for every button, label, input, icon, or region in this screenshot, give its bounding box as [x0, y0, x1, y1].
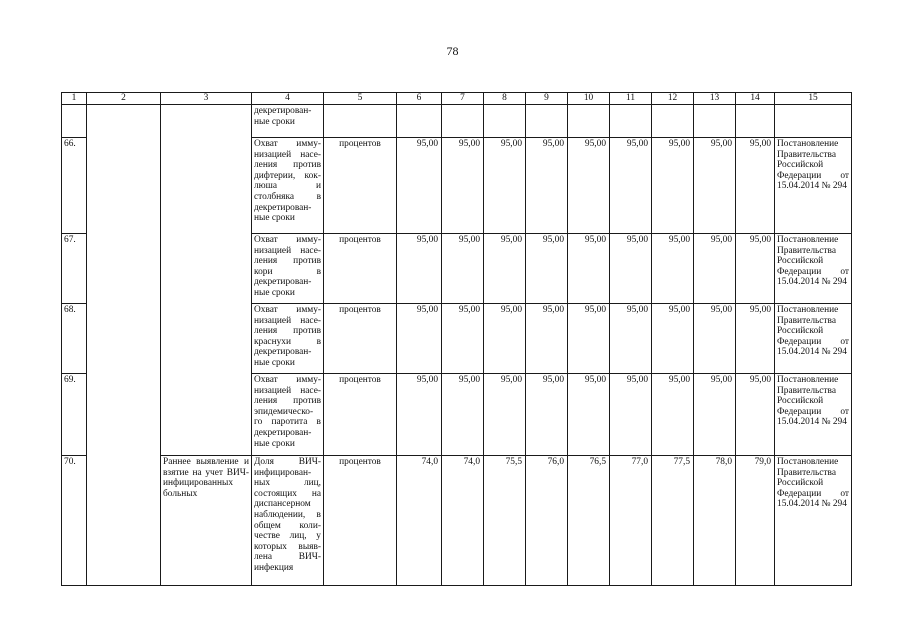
empty-cell	[324, 105, 397, 138]
value-cell: 95,00	[694, 374, 736, 456]
text-line: ные сроки	[254, 357, 295, 368]
header-cell-6: 6	[397, 93, 442, 105]
header-cell-9: 9	[526, 93, 568, 105]
header-cell-13: 13	[694, 93, 736, 105]
value-cell: 95,00	[736, 138, 775, 234]
text-line: Охват имму-	[254, 139, 321, 149]
empty-cell	[397, 105, 442, 138]
value-cell: 79,0	[736, 456, 775, 586]
header-cell-3: 3	[161, 93, 252, 105]
text-line: 15.04.2014 № 294	[777, 181, 847, 192]
value-cell: 95,00	[568, 138, 610, 234]
value-cell: 95,00	[568, 234, 610, 304]
header-cell-1: 1	[62, 93, 87, 105]
header-cell-15: 15	[775, 93, 852, 105]
indicator-cell	[252, 105, 324, 138]
unit-cell: процентов	[324, 234, 397, 304]
text-line: ления против	[254, 396, 321, 407]
text-line: 15.04.2014 № 294	[777, 347, 847, 358]
legal-basis-cell	[775, 234, 852, 304]
unit-cell: процентов	[324, 138, 397, 234]
table-row	[62, 456, 852, 586]
task-cell	[161, 105, 252, 456]
legal-basis-cell	[775, 374, 852, 456]
table-row-continuation	[62, 105, 852, 138]
empty-cell	[526, 105, 568, 138]
value-cell: 95,00	[736, 304, 775, 374]
text-line: дифтерии, кок-	[254, 170, 321, 181]
value-cell: 78,0	[694, 456, 736, 586]
header-cell-4: 4	[252, 93, 324, 105]
row-number-cell: 70.	[62, 456, 87, 586]
text-line: инфицирован-	[254, 467, 312, 478]
value-cell: 95,00	[484, 234, 526, 304]
header-cell-8: 8	[484, 93, 526, 105]
value-cell: 95,00	[484, 374, 526, 456]
empty-cell	[736, 105, 775, 138]
text-line: низацией насе-	[254, 315, 321, 326]
value-cell: 95,00	[736, 234, 775, 304]
indicators-table	[61, 92, 852, 586]
indicator-cell	[252, 304, 324, 374]
text-line: ных лиц,	[254, 478, 321, 489]
empty-cell	[568, 105, 610, 138]
value-cell: 95,00	[694, 138, 736, 234]
value-cell: 95,00	[397, 374, 442, 456]
header-cell-2: 2	[87, 93, 161, 105]
text-line: диспансерном	[254, 499, 311, 510]
value-cell: 95,00	[397, 304, 442, 374]
text-line: Раннее выявление и	[163, 457, 249, 467]
text-line: Российской	[777, 396, 824, 407]
value-cell: 77,5	[652, 456, 694, 586]
text-line: Российской	[777, 478, 824, 489]
empty-cell	[694, 105, 736, 138]
row-number-cell: 66.	[62, 138, 87, 234]
text-line: Российской	[777, 326, 824, 337]
page-number: 78	[446, 44, 459, 58]
legal-basis-cell	[775, 456, 852, 586]
header-cell-7: 7	[442, 93, 484, 105]
text-line: Постановление	[777, 235, 839, 245]
unit-cell: процентов	[324, 456, 397, 586]
value-cell: 95,00	[442, 374, 484, 456]
text-line: Федерации от	[777, 170, 849, 181]
indicator-cell	[252, 138, 324, 234]
text-line: ления против	[254, 326, 321, 337]
header-cell-11: 11	[610, 93, 652, 105]
text-line: ления против	[254, 256, 321, 267]
value-cell: 74,0	[397, 456, 442, 586]
row-number-cell: 68.	[62, 304, 87, 374]
text-line: инфекция	[254, 562, 294, 573]
empty-cell	[484, 105, 526, 138]
text-line: кори в	[254, 266, 321, 277]
text-line: краснухи в	[254, 336, 321, 347]
text-line: Правительства	[777, 315, 836, 326]
text-line: 15.04.2014 № 294	[777, 499, 847, 510]
indicator-cell	[252, 374, 324, 456]
value-cell: 95,00	[694, 234, 736, 304]
legal-basis-cell	[775, 138, 852, 234]
text-line: взятие на учет ВИЧ-	[163, 467, 249, 478]
text-line: Доля ВИЧ-	[254, 457, 321, 467]
text-line: 15.04.2014 № 294	[777, 417, 847, 428]
text-line: Охват имму-	[254, 235, 321, 245]
indicator-cell	[252, 234, 324, 304]
header-cell-5: 5	[324, 93, 397, 105]
text-line: декретирован-	[254, 202, 312, 213]
value-cell: 95,00	[526, 304, 568, 374]
value-cell: 95,00	[526, 138, 568, 234]
text-line: Охват имму-	[254, 305, 321, 315]
unit-cell: процентов	[324, 374, 397, 456]
empty-cell	[775, 105, 852, 138]
unit-cell: процентов	[324, 304, 397, 374]
text-line: Федерации от	[777, 488, 849, 499]
value-cell: 95,00	[442, 304, 484, 374]
text-line: декретирован-	[254, 427, 312, 438]
text-line: ные сроки	[254, 213, 295, 224]
empty-cell	[442, 105, 484, 138]
text-line: инфицированных	[163, 478, 234, 489]
header-cell-10: 10	[568, 93, 610, 105]
value-cell: 95,00	[484, 138, 526, 234]
value-cell: 76,0	[526, 456, 568, 586]
text-line: низацией насе-	[254, 149, 321, 160]
value-cell: 95,00	[610, 234, 652, 304]
text-line: Постановление	[777, 139, 839, 149]
row-number-cell: 69.	[62, 374, 87, 456]
value-cell: 74,0	[442, 456, 484, 586]
text-line: общем коли-	[254, 520, 321, 531]
text-line: ные сроки	[254, 287, 295, 298]
text-line: честве лиц, у	[254, 531, 321, 542]
text-line: Правительства	[777, 149, 836, 160]
text-line: Правительства	[777, 385, 836, 396]
text-line: Федерации от	[777, 266, 849, 277]
indicator-cell	[252, 456, 324, 586]
text-line: Российской	[777, 160, 824, 171]
value-cell: 95,00	[736, 374, 775, 456]
value-cell: 76,5	[568, 456, 610, 586]
empty-cell	[610, 105, 652, 138]
text-line: Федерации от	[777, 336, 849, 347]
text-line: Российской	[777, 256, 824, 267]
value-cell: 95,00	[526, 234, 568, 304]
value-cell: 95,00	[652, 304, 694, 374]
text-line: Федерации от	[777, 406, 849, 417]
text-line: декретирован-	[254, 106, 312, 116]
value-cell: 75,5	[484, 456, 526, 586]
value-cell: 95,00	[694, 304, 736, 374]
row-number-cell	[62, 105, 87, 138]
text-line: лена ВИЧ-	[254, 552, 321, 563]
text-line: столбняка в	[254, 191, 321, 202]
text-line: низацией насе-	[254, 245, 321, 256]
value-cell: 95,00	[526, 374, 568, 456]
text-line: наблюдении, в	[254, 509, 321, 520]
empty-cell	[652, 105, 694, 138]
value-cell: 95,00	[397, 234, 442, 304]
text-line: Постановление	[777, 375, 839, 385]
value-cell: 95,00	[442, 234, 484, 304]
value-cell: 95,00	[652, 138, 694, 234]
text-line: ные сроки	[254, 438, 295, 449]
value-cell: 95,00	[610, 138, 652, 234]
header-cell-12: 12	[652, 93, 694, 105]
text-line: эпидемическо-	[254, 406, 314, 417]
legal-basis-cell	[775, 304, 852, 374]
text-line: ные сроки	[254, 116, 295, 127]
value-cell: 95,00	[397, 138, 442, 234]
text-line: Охват имму-	[254, 375, 321, 385]
text-line: состоящих на	[254, 488, 321, 499]
value-cell: 95,00	[568, 374, 610, 456]
task-cell	[161, 456, 252, 586]
text-line: низацией насе-	[254, 385, 321, 396]
text-line: люша и	[254, 181, 321, 192]
value-cell: 95,00	[568, 304, 610, 374]
value-cell: 95,00	[652, 374, 694, 456]
header-cell-14: 14	[736, 93, 775, 105]
text-line: декретирован-	[254, 277, 312, 288]
text-line: Правительства	[777, 245, 836, 256]
value-cell: 95,00	[484, 304, 526, 374]
value-cell: 95,00	[610, 304, 652, 374]
value-cell: 95,00	[610, 374, 652, 456]
value-cell: 95,00	[652, 234, 694, 304]
text-line: декретирован-	[254, 347, 312, 358]
text-line: Постановление	[777, 457, 839, 467]
text-line: Правительства	[777, 467, 836, 478]
value-cell: 95,00	[442, 138, 484, 234]
text-line: больных	[163, 488, 198, 499]
row-number-cell: 67.	[62, 234, 87, 304]
text-line: Постановление	[777, 305, 839, 315]
text-line: го паротита в	[254, 417, 321, 428]
text-line: 15.04.2014 № 294	[777, 277, 847, 288]
text-line: которых выяв-	[254, 541, 321, 552]
header-row	[62, 93, 852, 105]
text-line: ления против	[254, 160, 321, 171]
section-cell	[87, 105, 161, 586]
value-cell: 77,0	[610, 456, 652, 586]
